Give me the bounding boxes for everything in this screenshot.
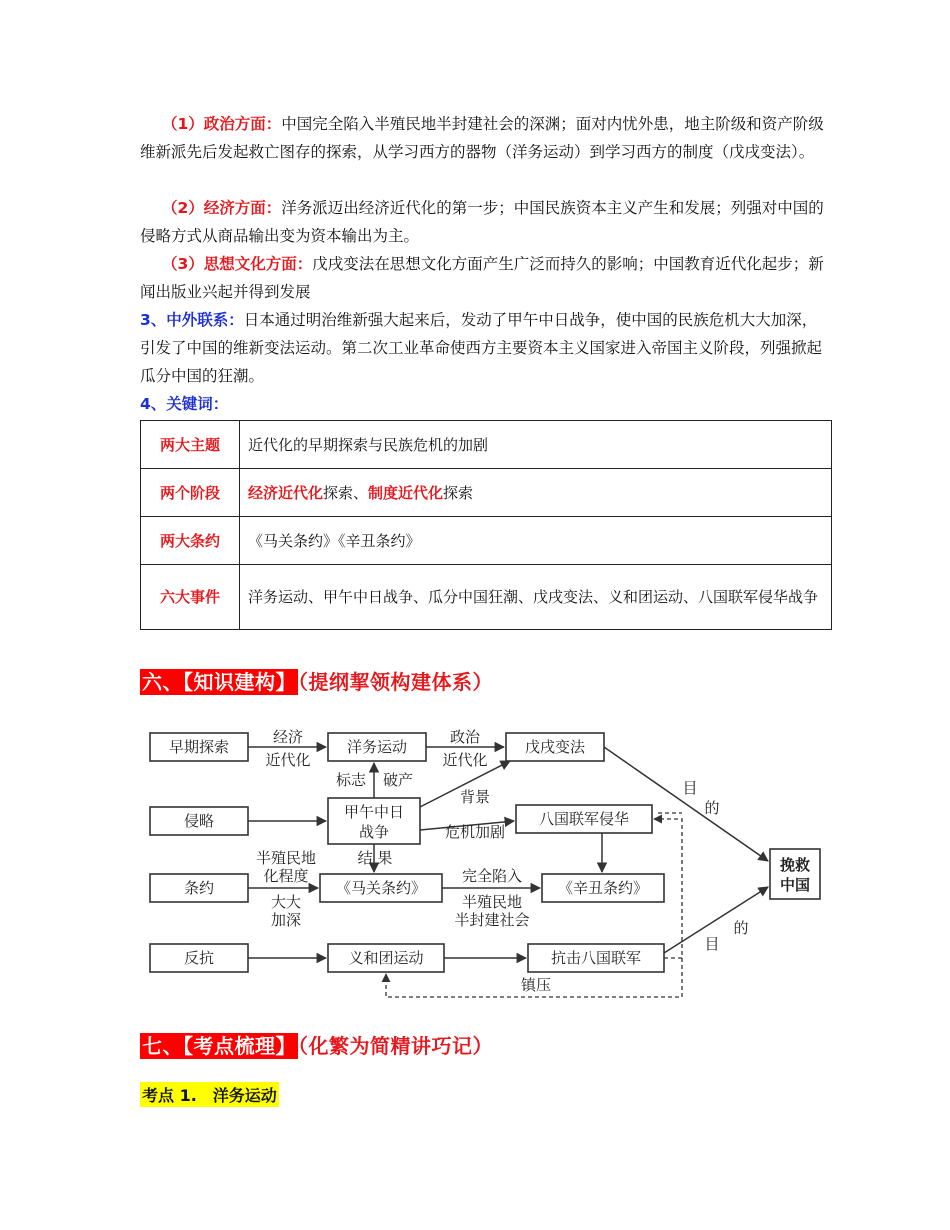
section-seven-heading [140,1030,493,1059]
knowledge-structure-diagram [138,715,828,1005]
edge-mu-2: 目 [704,935,720,953]
key-cell: 两大条约 [141,517,240,565]
text-culture: 戊戌变法在思想文化方面产生广泛而持久的影响；中国教育近代化起步；新闻出版业兴起并得到发展 [140,255,824,301]
edge-beijing: 背景 [459,788,491,806]
highlight-economic-modernization: 经济近代化 [248,484,324,502]
edge-banfeng-1: 半殖民地 [461,893,523,911]
edge-banfeng-2: 半封建社会 [454,911,530,929]
label-target-2: 中国 [779,876,811,894]
paragraph-culture [140,250,830,306]
edge-wanquan: 完全陷入 [461,867,523,885]
kaodian-title: 考点 1. 洋务运动 [140,1082,279,1107]
edge-biaozhi: 标志 [335,771,367,789]
table-row [141,421,832,469]
edge-jingji: 经济 [272,728,304,746]
label-wuxu: 戊戌变法 [524,738,586,756]
label-yihetuan: 义和团运动 [348,949,424,967]
label-jiawu-1: 甲午中日 [343,803,405,821]
paragraph-political [140,110,830,166]
value-mid: 探索、 [323,484,369,502]
value-cell: 《马关条约》《辛丑条约》 [240,517,832,565]
key-cell: 两个阶段 [141,469,240,517]
label-box-aggression: 侵略 [183,812,215,830]
label-political: （1）政治方面： [162,115,282,133]
label-keywords: 4、关键词： [140,395,229,413]
edge-jieguo: 结 果 [357,849,393,867]
label-box-early: 早期探索 [168,738,230,756]
edge-zhengzhi: 政治 [449,728,481,746]
edge-weiji: 危机加剧 [444,823,506,841]
label-kangji: 抗击八国联军 [550,949,642,967]
value-cell: 近代化的早期探索与民族危机的加剧 [240,421,832,469]
value-cell: 洋务运动、甲午中日战争、瓜分中国狂潮、戊戌变法、义和团运动、八国联军侵华战争 [240,565,832,630]
edge-jindaihua-1: 近代化 [265,751,311,769]
edge-zhenya: 镇压 [520,976,552,994]
label-jiawu-2: 战争 [358,823,390,841]
edge-de-2: 的 [733,919,749,937]
edge-de-1: 的 [704,799,720,817]
paragraph-foreign-relations [140,306,830,390]
edge-pochan: 破产 [382,771,414,789]
label-economic: （2）经济方面： [162,199,282,217]
label-box-treaty: 条约 [183,879,215,897]
edge-jindaihua-2: 近代化 [442,751,488,769]
label-maguan: 《马关条约》 [335,879,427,897]
text-foreign-relations: 日本通过明治维新强大起来后，发动了甲午中日战争，使中国的民族危机大大加深，引发了中国的维新变法运动。第二次工业革命使西方主要资本主义国家进入帝国主义阶段，列强掀起瓜分中国的狂潮。 [140,311,823,385]
edge-banzhi-1: 半殖民地 [255,849,317,867]
label-culture: （3）思想文化方面： [162,255,313,273]
section-six-subtitle: （提纲挈领构建体系） [298,670,493,694]
label-xinchou: 《辛丑条约》 [557,879,649,897]
value-end: 探索 [443,484,474,502]
edge-dada-2: 加深 [270,911,302,929]
text-political: 中国完全陷入半殖民地半封建社会的深渊；面对内忧外患，地主阶级和资产阶级维新派先后发起救亡图存的探索，从学习西方的器物（洋务运动）到学习西方的制度（戊戌变法）。 [140,115,824,161]
label-foreign-relations: 3、中外联系： [140,311,244,329]
table-row [141,517,832,565]
highlight-institution-modernization: 制度近代化 [368,484,444,502]
table-row [141,469,832,517]
value-cell [240,469,832,517]
key-cell: 两大主题 [141,421,240,469]
edge-dada-1: 大大 [270,893,302,911]
key-cell: 六大事件 [141,565,240,630]
edge-banzhi-2: 化程度 [263,867,309,885]
keywords-table [140,420,832,630]
section-six-heading [140,666,493,695]
section-seven-subtitle: （化繁为简精讲巧记） [298,1034,493,1058]
section-seven-highlight: 七、【考点梳理】 [142,1034,296,1058]
label-target-1: 挽救 [779,856,811,874]
label-baguo: 八国联军侵华 [538,810,630,828]
paragraph-keywords [140,390,830,418]
label-yangwu: 洋务运动 [346,738,408,756]
paragraph-economic [140,194,830,250]
text-economic: 洋务派迈出经济近代化的第一步；中国民族资本主义产生和发展；列强对中国的侵略方式从商品输出变为资本输出为主。 [140,199,824,245]
label-box-resistance: 反抗 [183,949,215,967]
section-six-highlight: 六、【知识建构】 [142,670,296,694]
table-row [141,565,832,630]
edge-mu-1: 目 [682,779,698,797]
